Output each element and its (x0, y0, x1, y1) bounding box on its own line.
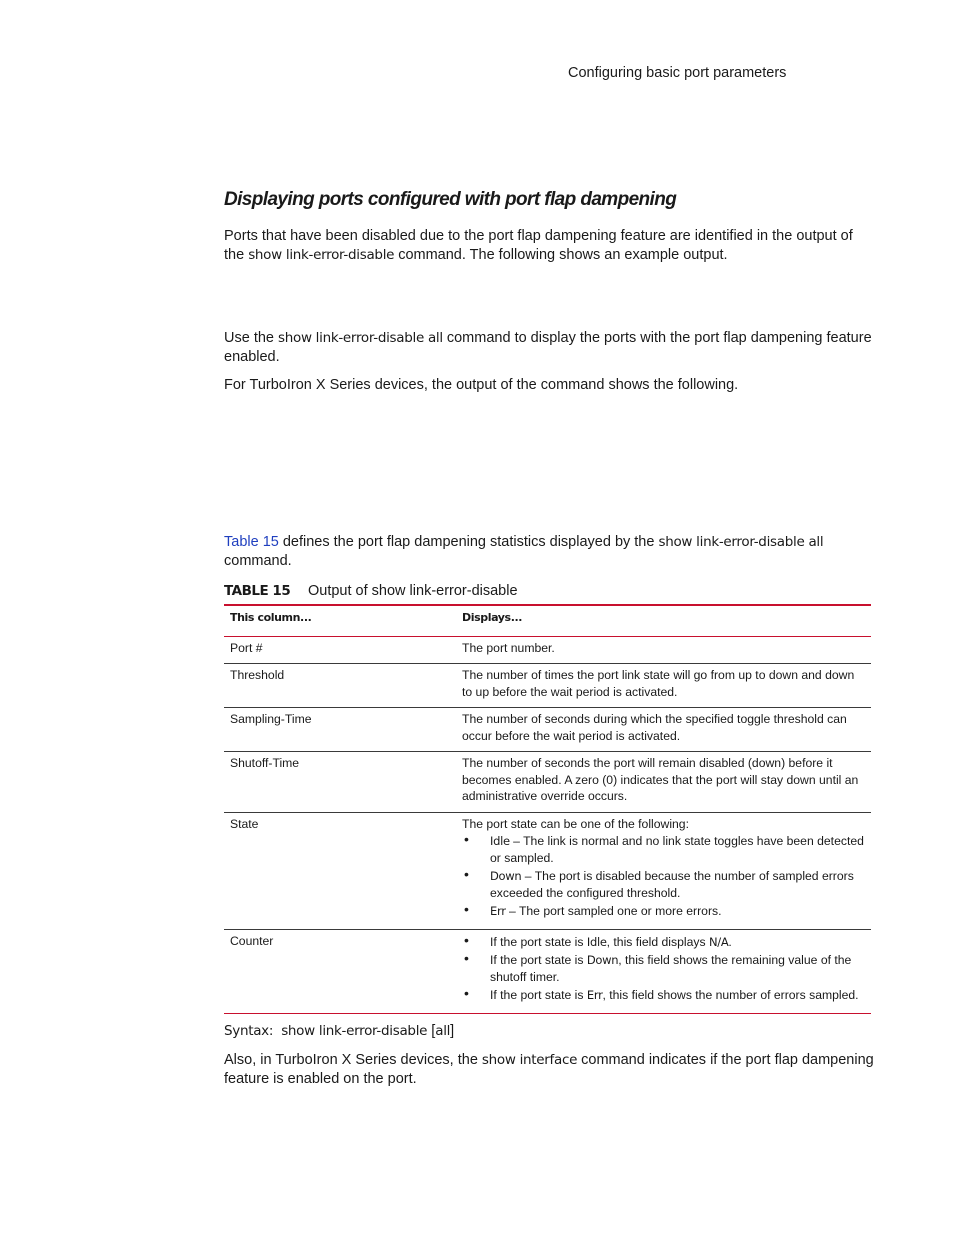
paragraph-closing (224, 1051, 874, 1089)
list-item (464, 985, 865, 1004)
cell-field-name: State (230, 816, 259, 831)
table-row (224, 664, 871, 708)
table-header-row (224, 605, 871, 636)
counter-text: , this field shows the remaining value of the shutoff timer. (490, 953, 852, 984)
cell-field-name: Port # (230, 640, 263, 655)
p2-command: show link-error-disable all (278, 330, 443, 346)
syntax-line (224, 1023, 454, 1039)
paragraph-turboiron: For TurboIron X Series devices, the output of the command shows the following. (224, 377, 739, 393)
list-item (464, 931, 865, 951)
syntax-arg: all (435, 1023, 451, 1039)
p1-command: show link-error-disable (248, 247, 395, 263)
p4-text-mid: defines the port flap dampening statistics displayed by the (278, 534, 659, 550)
cell-description (456, 929, 871, 1013)
bullet-icon: • (464, 950, 469, 966)
bullet-icon: • (464, 831, 469, 847)
paragraph-intro (224, 227, 874, 265)
state-text: – The port is disabled because the number of sampled errors exceeded the configured threshold. (490, 869, 854, 900)
table-row (224, 708, 871, 752)
list-item (464, 831, 865, 866)
counter-text: , this field displays (606, 934, 709, 949)
cell-description: The port number. (462, 640, 555, 655)
p1-text-after: command. The following shows an example output. (394, 247, 728, 263)
state-text: – The link is normal and no link state toggles have been detected or sampled. (490, 834, 864, 865)
p1-text-before: Ports that have been disabled due to the port flap dampening feature are identified in the output of the (224, 228, 853, 263)
cell-description: The number of times the port link state will go from up to down and down to up before the wait period is activated. (462, 668, 855, 699)
syntax-label: Syntax: (224, 1023, 274, 1039)
header-displays: Displays... (462, 611, 523, 624)
table-15-link[interactable]: Table 15 (224, 534, 279, 550)
paragraph-table-ref (224, 533, 874, 571)
header-column: This column... (230, 611, 312, 624)
counter-keyword: Err (586, 988, 603, 1002)
counter-text: . (728, 934, 732, 949)
p2-text-before: Use the (224, 330, 278, 346)
counter-keyword: Idle (586, 934, 607, 949)
syntax-open: [ (427, 1023, 436, 1039)
counter-keyword: Down (586, 953, 619, 967)
output-table (224, 604, 871, 1014)
cell-description: The number of seconds during which the specified toggle threshold can occur before the wait period is activated. (462, 712, 847, 743)
p4-command: show link-error-disable all (658, 534, 824, 550)
bullet-icon: • (464, 901, 469, 917)
syntax-close: ] (450, 1023, 455, 1039)
running-header: Configuring basic port parameters (568, 65, 787, 81)
p2-text-after: command to display the ports with the port flap dampening feature enabled. (224, 330, 872, 365)
table-row (224, 752, 871, 813)
bullet-icon: • (464, 866, 469, 882)
state-intro: The port state can be one of the following: (462, 816, 689, 831)
cell-field-name: Counter (230, 933, 274, 948)
bullet-icon: • (464, 931, 469, 948)
p4-text-after: command. (224, 553, 292, 569)
table-caption (224, 583, 518, 599)
counter-list (462, 931, 865, 1004)
table-row (224, 636, 871, 664)
cell-description (456, 812, 871, 929)
list-item (464, 866, 865, 901)
state-text: – The port sampled one or more errors. (505, 904, 722, 918)
section-title: Displaying ports configured with port flap dampening (224, 189, 677, 210)
counter-text: If the port state is (490, 934, 587, 949)
closing-text-before: Also, in TurboIron X Series devices, the (224, 1052, 482, 1068)
counter-text: If the port state is (490, 988, 587, 1002)
table-title: Output of show link-error-disable (308, 583, 518, 599)
cell-field-name: Shutoff-Time (230, 756, 300, 770)
list-item (464, 950, 865, 985)
state-keyword: Down (490, 869, 522, 883)
paragraph-use-all (224, 329, 874, 367)
state-keyword: Idle (490, 834, 510, 848)
bullet-icon: • (464, 985, 469, 1001)
counter-text: , this field shows the number of errors sampled. (602, 988, 859, 1002)
closing-command: show interface (481, 1052, 578, 1068)
counter-text: If the port state is (490, 953, 587, 967)
syntax-command: show link-error-disable (281, 1023, 428, 1039)
cell-field-name: Sampling-Time (230, 712, 312, 726)
state-keyword: Err (490, 904, 506, 918)
table-label: TABLE 15 (224, 583, 291, 599)
cell-description: The number of seconds the port will remain disabled (down) before it becomes enabled. A zero (0) indicates that the port will stay down until an administrative override occurs. (462, 756, 859, 803)
cell-field-name: Threshold (230, 668, 285, 682)
table-row (224, 812, 871, 929)
closing-text-after: command indicates if the port flap dampening feature is enabled on the port. (224, 1052, 874, 1087)
counter-keyword: N/A (708, 934, 729, 949)
table-row (224, 929, 871, 1013)
state-list (462, 833, 865, 920)
list-item (464, 901, 865, 920)
